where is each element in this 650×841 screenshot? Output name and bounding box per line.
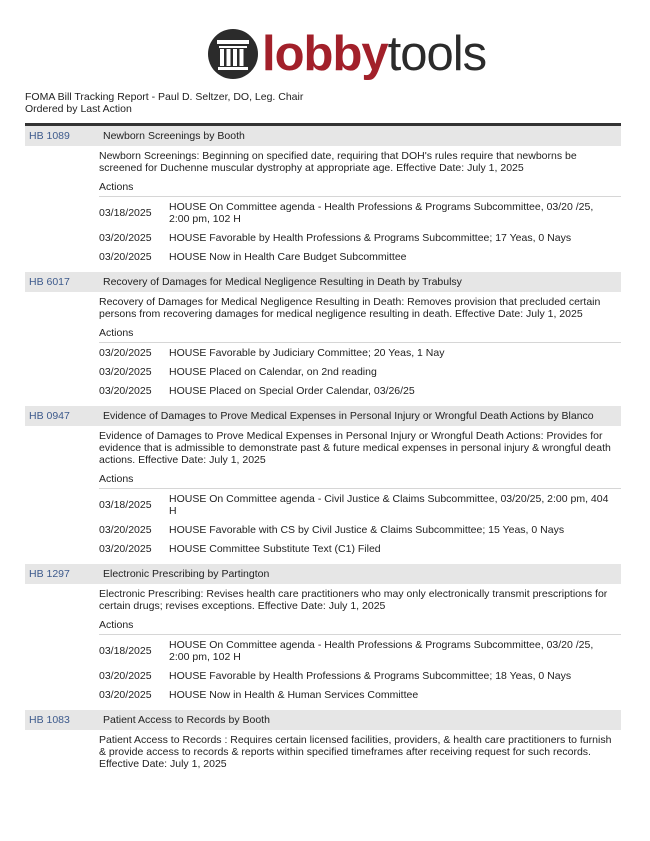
action-text: HOUSE Favorable by Health Professions & Programs Subcommittee; 18 Yeas, 0 Nays [169, 669, 572, 682]
bill-header [25, 564, 621, 584]
actions-heading: Actions [99, 612, 621, 635]
action-row [99, 635, 621, 666]
bill-title: Electronic Prescribing by Partington [103, 568, 270, 580]
action-date: 03/20/2025 [99, 523, 152, 536]
action-text: HOUSE On Committee agenda - Health Professions & Programs Subcommittee, 03/20 /25, 2:00 pm, 102 H [169, 638, 594, 663]
action-row [99, 197, 621, 228]
bill-body [99, 292, 621, 406]
action-text: HOUSE Favorable by Judiciary Committee; 20 Yeas, 1 Nay [169, 346, 445, 359]
action-text: HOUSE Now in Health & Human Services Committee [169, 688, 419, 701]
actions-heading: Actions [99, 466, 621, 489]
action-row [99, 228, 621, 247]
bill-title: Patient Access to Records by Booth [103, 714, 270, 726]
bill-description: Patient Access to Records : Requires certain licensed facilities, providers, & health care practitioners to furnish & provide access to records & reports within specified timeframes after receiving request for such records. Effective Date: July 1, 2025 [99, 734, 612, 770]
bill-header [25, 710, 621, 730]
action-text: HOUSE On Committee agenda - Civil Justice & Claims Subcommittee, 03/20/25, 2:00 pm, 404 H [169, 492, 609, 517]
action-date: 03/20/2025 [99, 250, 152, 263]
action-date: 03/20/2025 [99, 384, 152, 397]
logo [0, 27, 650, 87]
action-row [99, 362, 621, 381]
bill-id-link[interactable]: HB 1297 [29, 568, 70, 580]
action-date: 03/18/2025 [99, 644, 152, 657]
action-text: HOUSE Now in Health Care Budget Subcommittee [169, 250, 407, 263]
bill-header [25, 272, 621, 292]
action-text: HOUSE On Committee agenda - Health Professions & Programs Subcommittee, 03/20 /25, 2:00 pm, 102 H [169, 200, 594, 225]
bill-header [25, 406, 621, 426]
action-date: 03/18/2025 [99, 498, 152, 511]
action-row [99, 489, 621, 520]
bill-body [99, 146, 621, 272]
bill-description: Electronic Prescribing: Revises health care practitioners who may only electronically transmit prescriptions for certain drugs; revises exceptions. Effective Date: July 1, 2025 [99, 588, 608, 612]
bill-title: Evidence of Damages to Prove Medical Expenses in Personal Injury or Wrongful Death Actions by Blanco [103, 410, 594, 422]
report-subtitle: Ordered by Last Action [25, 103, 132, 115]
bill-title: Newborn Screenings by Booth [103, 130, 245, 142]
action-date: 03/20/2025 [99, 365, 152, 378]
action-row [99, 539, 621, 558]
action-row [99, 381, 621, 400]
bill-list [25, 126, 621, 776]
bill-id-link[interactable]: HB 0947 [29, 410, 70, 422]
bill-body [99, 730, 621, 776]
action-date: 03/20/2025 [99, 688, 152, 701]
action-text: HOUSE Committee Substitute Text (C1) Filed [169, 542, 381, 555]
actions-heading: Actions [99, 320, 621, 343]
bill-body [99, 426, 621, 564]
action-date: 03/20/2025 [99, 669, 152, 682]
bill-description: Evidence of Damages to Prove Medical Expenses in Personal Injury or Wrongful Death Actions: Provides for evidence that is admissible to demonstrate past & future medical expenses in personal injury & wrongful death actions. Effective Date: July 1, 2025 [99, 430, 611, 466]
action-text: HOUSE Placed on Calendar, on 2nd reading [169, 365, 377, 378]
bill-header [25, 126, 621, 146]
action-row [99, 685, 621, 704]
action-text: HOUSE Placed on Special Order Calendar, 03/26/25 [169, 384, 415, 397]
bill-body [99, 584, 621, 710]
bill-id-link[interactable]: HB 1089 [29, 130, 70, 142]
actions-heading: Actions [99, 174, 621, 197]
action-row [99, 666, 621, 685]
action-text: HOUSE Favorable with CS by Civil Justice & Claims Subcommittee; 15 Yeas, 0 Nays [169, 523, 565, 536]
action-text: HOUSE Favorable by Health Professions & Programs Subcommittee; 17 Yeas, 0 Nays [169, 231, 572, 244]
bill-title: Recovery of Damages for Medical Negligence Resulting in Death by Trabulsy [103, 276, 462, 288]
action-row [99, 520, 621, 539]
capitol-logo-icon [206, 27, 260, 81]
bill-id-link[interactable]: HB 1083 [29, 714, 70, 726]
bill-description: Recovery of Damages for Medical Negligence Resulting in Death: Removes provision that precluded certain persons from recovering damages for medical negligence resulting in death. Effective Date: July 1, 2025 [99, 296, 601, 320]
action-row [99, 343, 621, 362]
bill-description: Newborn Screenings: Beginning on specified date, requiring that DOH's rules require that newborns be screened for Duchenne muscular dystrophy at appropriate age. Effective Date: July 1, 2025 [99, 150, 577, 174]
action-row [99, 247, 621, 266]
action-date: 03/20/2025 [99, 346, 152, 359]
action-date: 03/18/2025 [99, 206, 152, 219]
bill-id-link[interactable]: HB 6017 [29, 276, 70, 288]
logo-wordmark: lobbytools [262, 27, 487, 81]
action-date: 03/20/2025 [99, 542, 152, 555]
report-title: FOMA Bill Tracking Report - Paul D. Seltzer, DO, Leg. Chair [25, 91, 304, 103]
action-date: 03/20/2025 [99, 231, 152, 244]
